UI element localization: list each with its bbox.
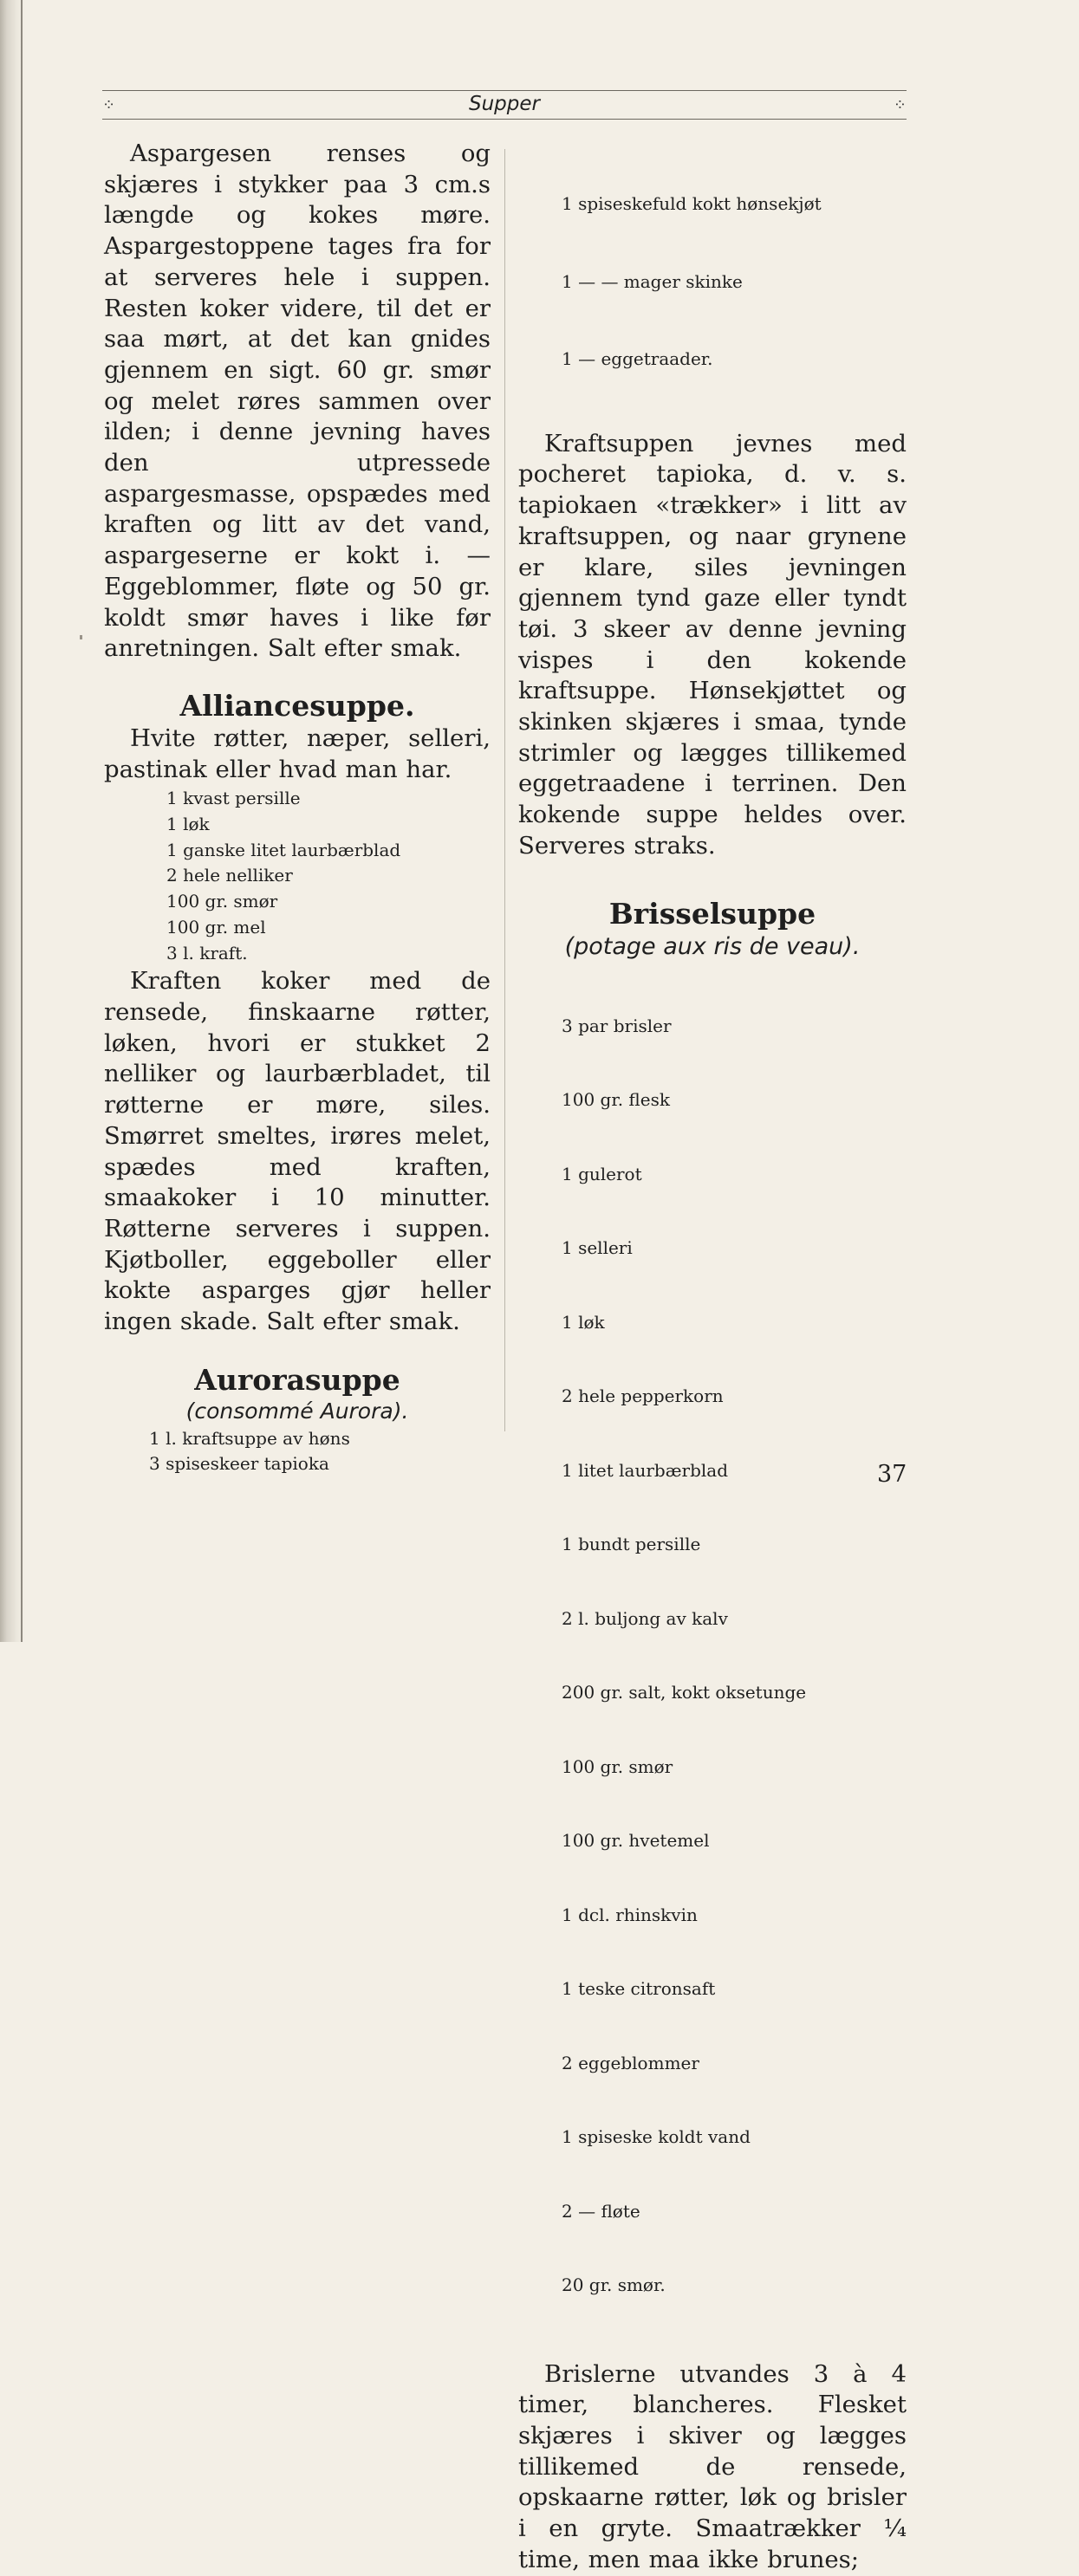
ornament-right-icon: ⁘ <box>893 96 907 114</box>
aurora-subtitle: (consommé Aurora). <box>185 1398 409 1424</box>
list-item: 3 spiseskeer tapioka <box>149 1453 329 1475</box>
alliance-ingredient-list <box>166 786 491 966</box>
list-item: 2 eggeblommer <box>562 2052 699 2073</box>
margin-mark <box>80 635 82 639</box>
list-item: 3 par brisler <box>562 1015 672 1036</box>
aurora-recipe <box>104 1364 491 1477</box>
list-item: 100 gr. flesk <box>562 1089 670 1111</box>
brissel-ingredient-list <box>562 964 907 2347</box>
list-item: 2 hele nelliker <box>166 865 293 886</box>
list-item: 1 bundt persille <box>562 1534 701 1555</box>
page-number: 37 <box>877 1461 907 1488</box>
list-item: 2 — fløte <box>562 2200 640 2222</box>
list-item: 100 gr. smør <box>562 1755 673 1777</box>
list-item: 2 hele pepperkorn <box>562 1385 724 1407</box>
left-column <box>104 139 491 1477</box>
list-item: 1 ganske litet laurbærblad <box>166 839 401 860</box>
aurora-ingredient-list <box>149 1426 491 1477</box>
list-item: 1 litet laurbærblad <box>562 1459 728 1481</box>
header-rule-bottom <box>102 119 907 120</box>
asparges-method-paragraph: Aspargesen renses og skjæres i stykker paa 3 cm.s længde og kokes møre. Aspargestoppene tages fra for at serveres hele i suppen. Resten koker videre, til det er saa mørt, at det kan gnides gjennem en sigt. 60 gr. smør og melet røres sammen over ilden; i denne jevning haves den utpressede aspargesmasse, opspædes med kraften og litt av det vand, aspargeserne er kokt i. — Eggeblommer, fløte og 50 gr. koldt smør haves i like før anretningen. Salt efter smak. <box>104 140 491 663</box>
right-column <box>518 139 907 2576</box>
list-item: 100 gr. mel <box>166 916 266 938</box>
list-item: 100 gr. smør <box>166 891 278 912</box>
list-item: 1 spiseskefuld kokt hønsekjøt <box>562 193 822 215</box>
list-item: 1 løk <box>562 1311 605 1333</box>
alliance-heading: Alliancesuppe. <box>179 688 415 723</box>
brissel-heading: Brisselsuppe <box>608 896 816 931</box>
list-item: 1 l. kraftsuppe av høns <box>149 1427 350 1449</box>
list-item: 1 løk <box>166 814 210 835</box>
brissel-method-paragraph: Brislerne utvandes 3 à 4 timer, blancheres. Flesket skjæres i skiver og lægges tillikemed de rensede, opskaarne røtter, løk og brisler i en gryte. Smaatrækker ¼ time, men maa ikke brunes; <box>518 2359 907 2573</box>
list-item: 100 gr. hvetemel <box>562 1830 710 1852</box>
brissel-subtitle: (potage aux ris de veau). <box>564 932 861 960</box>
list-item: 3 l. kraft. <box>166 942 248 964</box>
alliance-method-paragraph: Kraften koker med de rensede, finskaarne røtter, løken, hvori er stukket 2 nelliker og laurbærbladet, til røtterne er møre, siles. Smørret smeltes, irøres melet, spædes med kraften, smaakoker i 10 minutter. Røtterne serveres i suppen. Kjøtboller, eggeboller eller kokte asparges gjør heller ingen skade. Salt efter smak. <box>104 967 491 1336</box>
list-item: 1 teske citronsaft <box>562 1978 716 2000</box>
list-item: 1 — — mager skinke <box>562 270 743 292</box>
alliance-recipe <box>104 689 491 1338</box>
list-item: 1 gulerot <box>562 1163 642 1184</box>
column-divider <box>504 149 505 1431</box>
list-item: 1 dcl. rhinskvin <box>562 1904 698 1925</box>
running-header-title: Supper <box>469 93 540 115</box>
aurora-heading: Aurorasuppe <box>194 1362 400 1397</box>
aurora-ingredient-list-continued <box>562 140 907 424</box>
list-item: 2 l. buljong av kalv <box>562 1607 728 1629</box>
aurora-method-paragraph: Kraftsuppen jevnes med pocheret tapioka, d. v. s. tapiokaen «trækker» i litt av kraftsuppen, og naar grynene er klare, siles jevningen gjennem tynd gaze eller tyndt tøi. 3 skeer av denne jevning vispes i den kokende kraftsuppe. Hønsekjøttet og skinken skjæres i smaa, tynde strimler og lægges tillikemed eggetraadene i terrinen. Den kokende suppe heldes over. Serveres straks. <box>518 429 907 860</box>
list-item: 1 — eggetraader. <box>562 347 713 369</box>
brissel-recipe <box>518 897 907 2576</box>
running-header <box>102 90 907 120</box>
list-item: 200 gr. salt, kokt oksetunge <box>562 1682 807 1703</box>
list-item: 1 kvast persille <box>166 788 301 809</box>
list-item: 1 spiseske koldt vand <box>562 2126 751 2148</box>
alliance-intro: Hvite røtter, næper, selleri, pastinak eller hvad man har. <box>104 723 491 783</box>
list-item: 20 gr. smør. <box>562 2274 666 2296</box>
ornament-left-icon: ⁘ <box>102 96 116 114</box>
header-rule-top <box>102 90 907 91</box>
book-gutter-line <box>21 0 23 1642</box>
list-item: 1 selleri <box>562 1237 633 1259</box>
